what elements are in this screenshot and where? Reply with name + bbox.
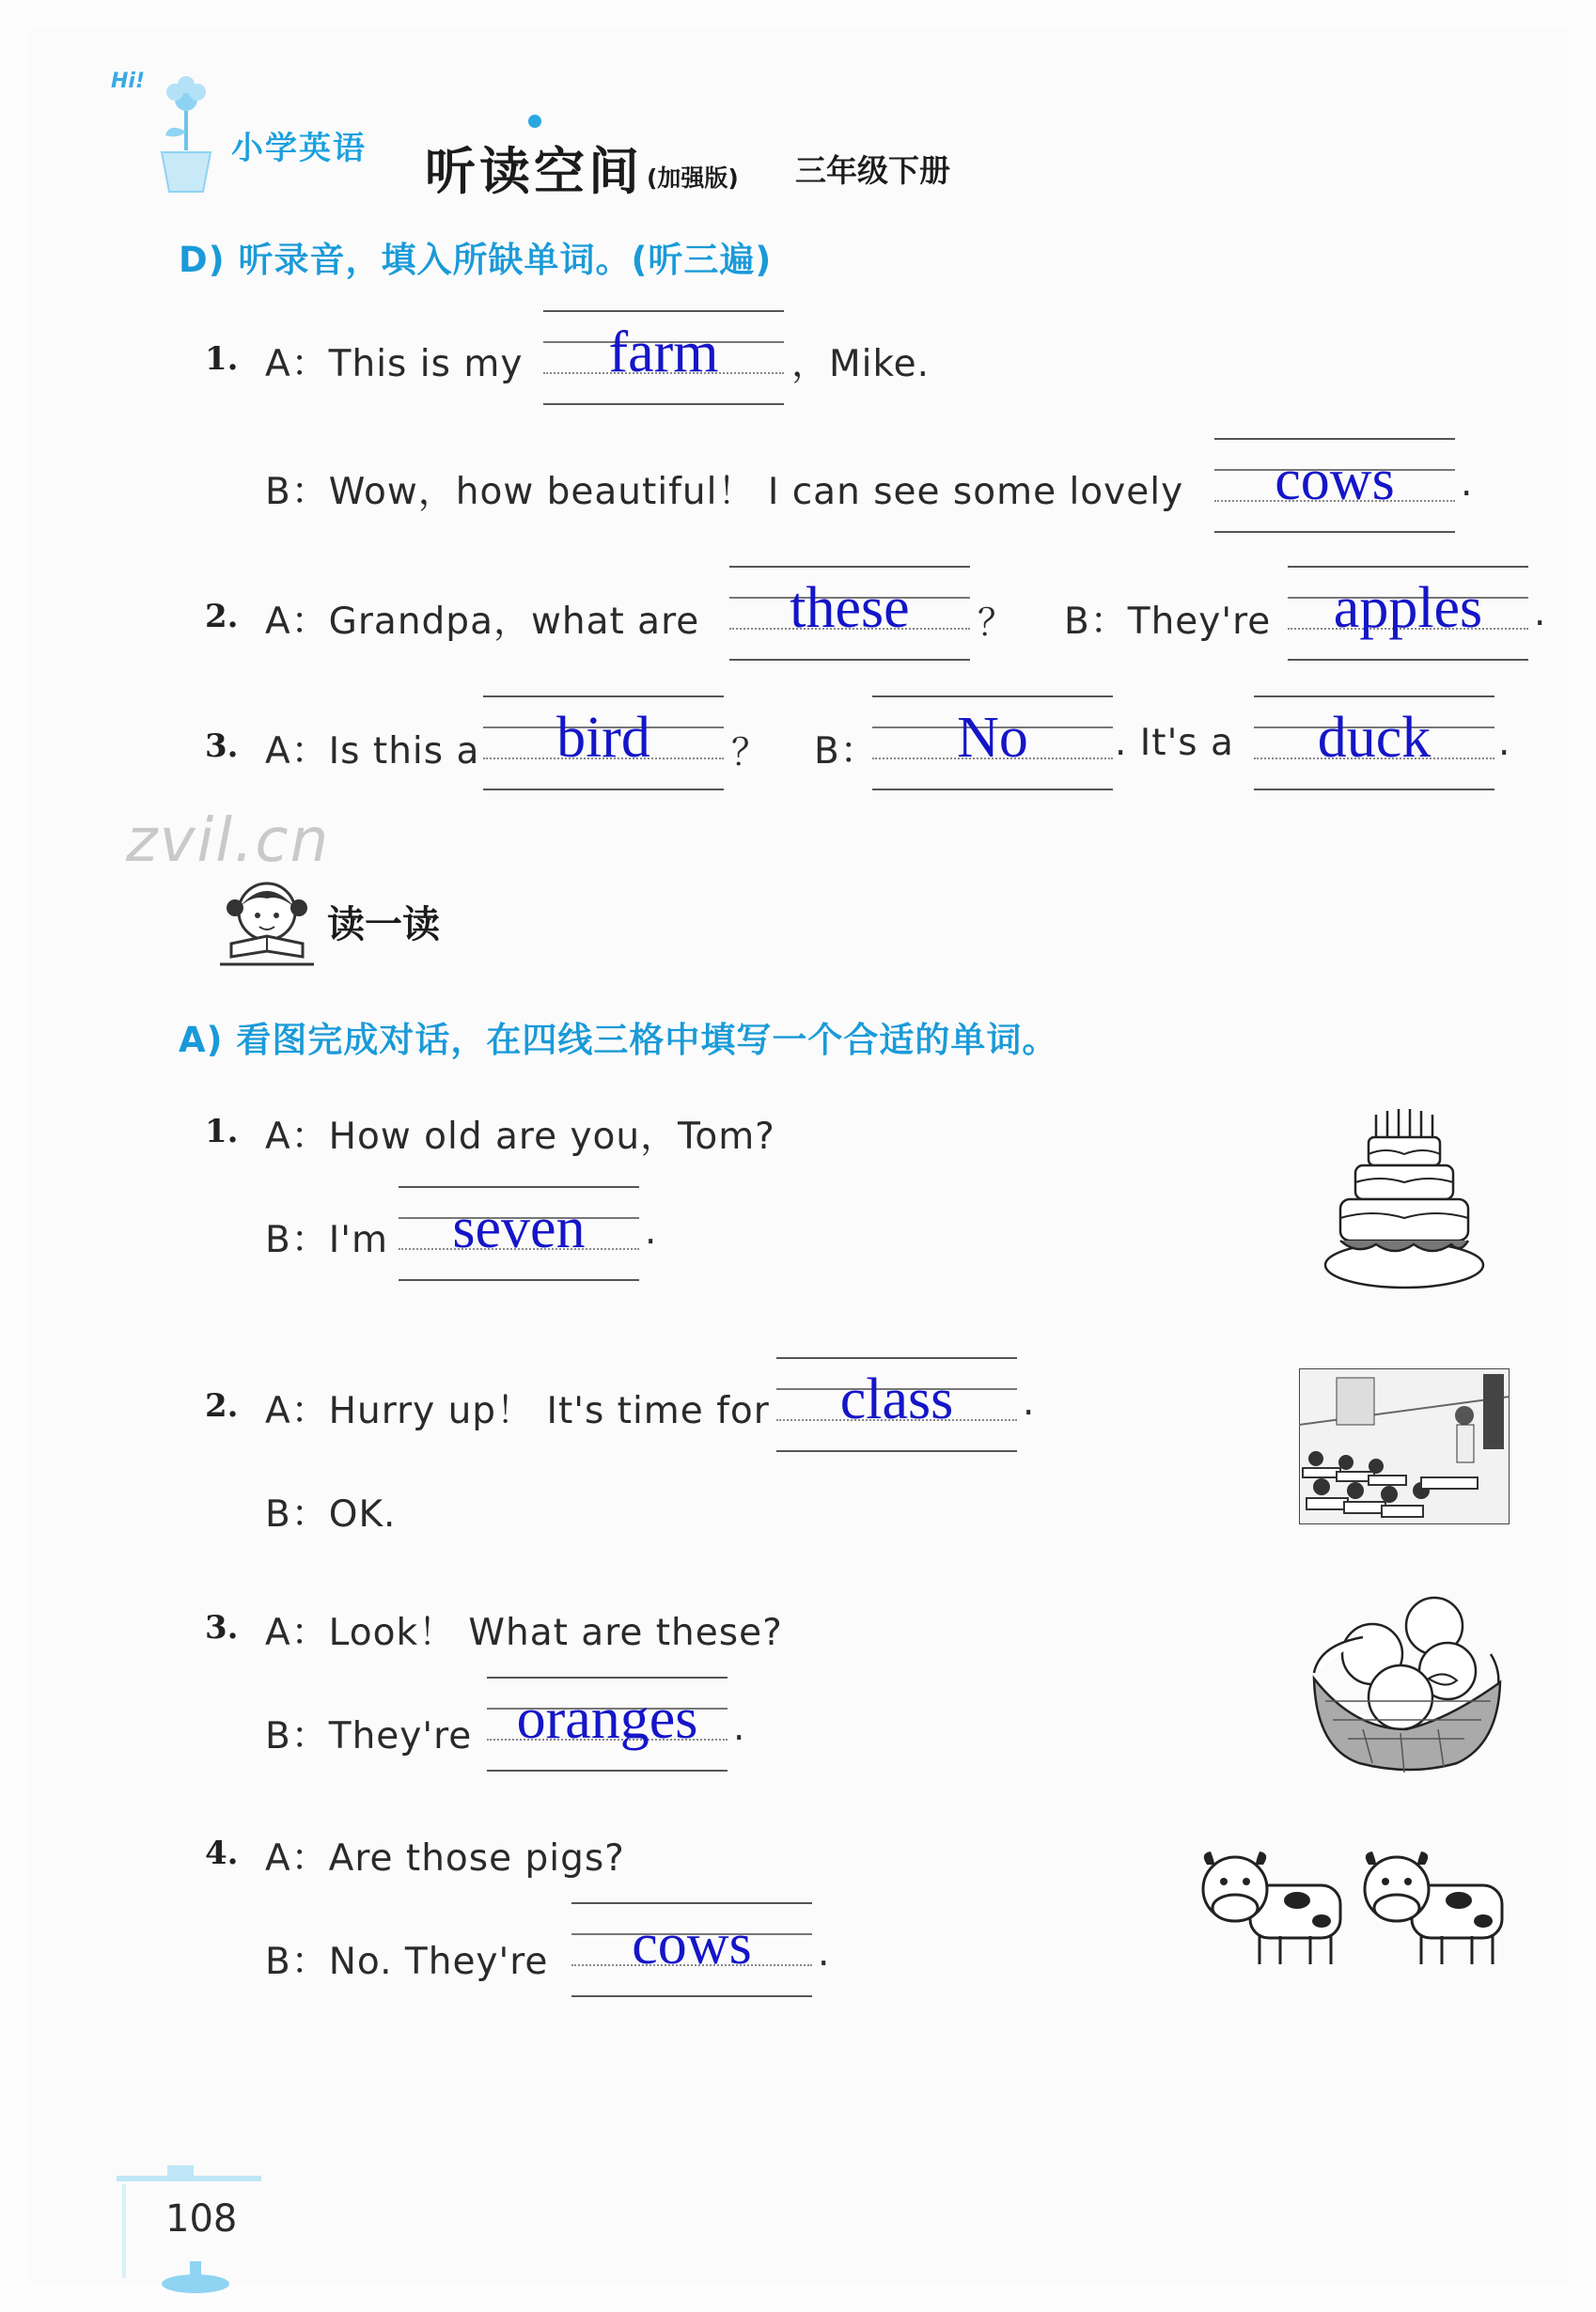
d-item-3c-blank[interactable] <box>1254 695 1494 789</box>
d-item-2-number: 2. <box>205 598 239 635</box>
r-item-4-number: 4. <box>205 1835 239 1872</box>
flower-pot-icon <box>150 73 216 195</box>
d-item-2-line-b-end: . <box>1534 592 1547 634</box>
page-number: 108 <box>165 2197 238 2241</box>
d-item-3-line-a-end: ？ <box>731 732 770 774</box>
birthday-cake-icon <box>1320 1105 1485 1293</box>
d-item-3-line-b-end: . <box>1498 722 1511 764</box>
read-section-title: 读一读 <box>327 903 440 946</box>
basket-of-oranges-icon <box>1307 1588 1508 1776</box>
edition-label: (加强版) <box>647 164 739 192</box>
r-item-2-blank[interactable] <box>776 1357 1017 1451</box>
r-item-1-line-b-end: . <box>645 1211 658 1253</box>
r-item-3-line-b-text: B：They're <box>265 1715 473 1757</box>
d-item-3-line-a-text: A：Is this a <box>265 730 480 773</box>
r-item-2-line-b: B：OK. <box>265 1493 397 1536</box>
d-item-2-line-b-text: B：They're <box>1064 601 1272 643</box>
d-item-1-number: 1. <box>205 340 239 378</box>
d-item-1-answer: farm <box>608 320 719 384</box>
d-item-3b-blank[interactable] <box>872 695 1113 789</box>
section-d-instruction: D) 听录音，填入所缺单词。(听三遍) <box>179 240 773 280</box>
d-item-2-line-a-text: A：Grandpa，what are <box>265 601 700 643</box>
d-item-3-number: 3. <box>205 727 239 765</box>
r-item-2-line-a-text: A：Hurry up！ It's time for <box>265 1390 770 1432</box>
d-item-1-line-a-end: ，Mike. <box>791 343 931 385</box>
girl-reading-icon <box>214 870 318 968</box>
r-item-2-answer: class <box>839 1367 954 1431</box>
grade-label: 三年级下册 <box>795 152 950 189</box>
d-item-3b-answer: No <box>957 706 1028 770</box>
d-item-3-line-b-mid: . It's a <box>1115 722 1234 764</box>
hi-badge: Hi! <box>111 70 145 93</box>
r-item-1-number: 1. <box>205 1113 239 1150</box>
r-item-1-blank[interactable] <box>399 1186 639 1280</box>
r-item-1-answer: seven <box>452 1196 586 1260</box>
r-item-4-answer: cows <box>632 1913 752 1976</box>
d-item-3c-answer: duck <box>1317 706 1432 770</box>
d-item-2b-answer: apples <box>1333 576 1483 640</box>
r-item-2-line-a-end: . <box>1023 1382 1036 1424</box>
r-item-3-blank[interactable] <box>487 1677 728 1771</box>
two-cows-icon <box>1194 1848 1513 1970</box>
d-item-1-line-b-text: B：Wow，how beautiful！ I can see some lovely <box>265 471 1184 513</box>
watermark: zvil.cn <box>126 806 331 876</box>
r-item-4-line-b-end: . <box>818 1932 831 1975</box>
book-title: 听读空间 <box>425 141 643 201</box>
r-item-3-number: 3. <box>205 1609 239 1647</box>
r-item-4-blank[interactable] <box>571 1902 812 1996</box>
series-name: 小学英语 <box>231 130 367 167</box>
r-item-3-answer: oranges <box>516 1687 698 1751</box>
r-item-4-line-a: A：Are those pigs? <box>265 1837 625 1880</box>
d-item-1-line-a-text: A：This is my <box>265 343 524 385</box>
read-section-instruction: A) 看图完成对话，在四线三格中填写一个合适的单词。 <box>179 1020 1058 1060</box>
d-item-3-answer: bird <box>556 706 650 770</box>
d-item-2-line-a-end: ？ <box>978 602 1016 645</box>
r-item-3-line-b-end: . <box>733 1707 746 1749</box>
d-item-1b-answer: cows <box>1275 448 1395 512</box>
d-item-2-answer: these <box>790 576 910 640</box>
r-item-3-line-a: A：Look！ What are these? <box>265 1612 783 1654</box>
d-item-1-blank[interactable] <box>543 310 784 404</box>
r-item-2-number: 2. <box>205 1387 239 1425</box>
d-item-1b-blank[interactable] <box>1214 438 1455 532</box>
r-item-1-line-b-text: B：I'm <box>265 1219 388 1261</box>
r-item-1-line-a: A：How old are you，Tom? <box>265 1116 775 1158</box>
title-dot <box>528 115 541 128</box>
d-item-2b-blank[interactable] <box>1288 566 1528 660</box>
classroom-icon <box>1299 1368 1510 1524</box>
d-item-1-line-b-end: . <box>1461 462 1474 505</box>
d-item-3-blank[interactable] <box>483 695 724 789</box>
r-item-4-line-b-text: B：No. They're <box>265 1941 549 1983</box>
d-item-3-line-b-text: B： <box>814 730 878 773</box>
d-item-2-blank[interactable] <box>729 566 970 660</box>
